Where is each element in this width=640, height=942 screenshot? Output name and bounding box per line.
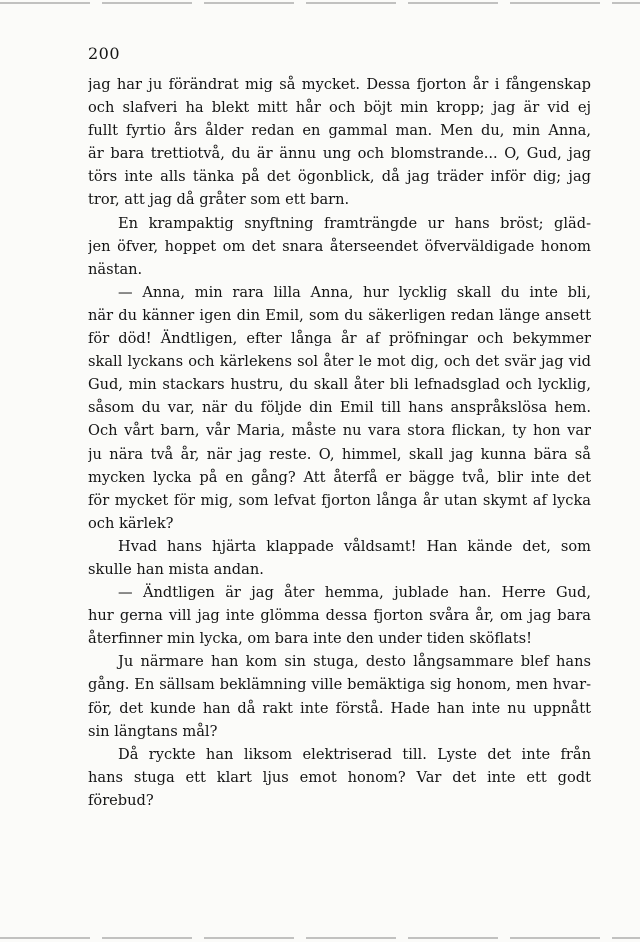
text-line: för, det kunde han då rakt inte förstå. Hade han inte nu uppnått: [88, 699, 591, 717]
text-line: hans stuga ett klart ljus emot honom? Var det inte ett godt: [88, 768, 591, 786]
text-line: återfinner min lycka, om bara inte den under tiden sköflats!: [88, 630, 532, 648]
text-line: gång. En sällsam beklämning ville bemäktiga sig honom, men hvar-: [88, 676, 591, 694]
text-line: Gud, min stackars hustru, du skall åter bli lefnadsglad och lycklig,: [88, 376, 591, 394]
text-line: sin längtans mål?: [88, 722, 218, 740]
text-line: Ju närmare han kom sin stuga, desto långsammare blef hans: [118, 653, 591, 671]
text-line: — Ändtligen är jag åter hemma, jublade han. Herre Gud,: [118, 584, 591, 602]
text-line: fullt fyrtio års ålder redan en gammal man. Men du, min Anna,: [88, 122, 591, 140]
text-line: hur gerna vill jag inte glömma dessa fjorton svåra år, om jag bara: [88, 607, 591, 625]
text-line: för mycket för mig, som lefvat fjorton långa år utan skymt af lycka: [88, 491, 591, 509]
text-line: ju nära två år, när jag reste. O, himmel, skall jag kunna bära så: [88, 445, 591, 463]
page-number: 200: [88, 44, 121, 63]
page-edge-bottom: [0, 937, 640, 939]
text-line: törs inte alls tänka på det ögonblick, då jag träder inför dig; jag: [88, 168, 591, 186]
text-line: och slafveri ha blekt mitt hår och böjt min kropp; jag är vid ej: [88, 99, 591, 117]
text-line: mycken lycka på en gång? Att återfå er bägge två, blir inte det: [88, 468, 591, 486]
text-line: är bara trettiotvå, du är ännu ung och blomstrande... O, Gud, jag: [88, 145, 591, 163]
text-line: Och vårt barn, vår Maria, måste nu vara stora flickan, ty hon var: [88, 422, 591, 440]
text-line: och kärlek?: [88, 514, 174, 532]
text-line: — Anna, min rara lilla Anna, hur lycklig skall du inte bli,: [118, 283, 591, 301]
text-line: såsom du var, när du följde din Emil till hans anspråkslösa hem.: [88, 399, 591, 417]
body-text: [88, 73, 591, 812]
text-line: tror, att jag då gråter som ett barn.: [88, 191, 350, 209]
text-line: för död! Ändtligen, efter långa år af pröfningar och bekymmer: [88, 330, 591, 348]
text-line: Hvad hans hjärta klappade våldsamt! Han kände det, som: [118, 537, 591, 555]
text-line: Då ryckte han liksom elektriserad till. Lyste det inte från: [118, 745, 591, 763]
text-line: när du känner igen din Emil, som du säkerligen redan länge ansett: [88, 306, 591, 324]
text-line: skall lyckans och kärlekens sol åter le mot dig, och det svär jag vid: [88, 353, 591, 371]
text-line: jen öfver, hoppet om det snara återseendet öfverväldigade honom: [88, 237, 591, 255]
text-line: förebud?: [88, 791, 154, 809]
text-line: nästan.: [88, 260, 143, 278]
text-line: jag har ju förändrat mig så mycket. Dessa fjorton år i fångenskap: [88, 76, 591, 93]
text-line: skulle han mista andan.: [88, 560, 264, 578]
text-line: En krampaktig snyftning framträngde ur hans bröst; gläd-: [118, 214, 591, 232]
page-edge-top: [0, 2, 640, 4]
